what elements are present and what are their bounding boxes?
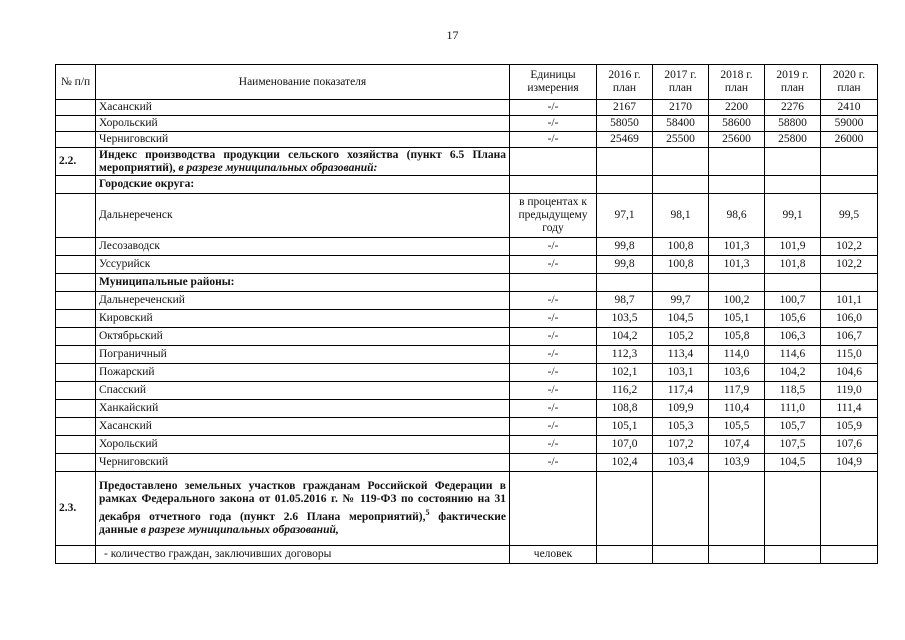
- value-cell: 25600: [709, 132, 765, 148]
- value-cell: 107,2: [653, 436, 709, 454]
- num-cell: [56, 238, 96, 256]
- indicators-table: [55, 64, 878, 564]
- value-cell: 102,4: [597, 454, 653, 472]
- header-year: 2019 г. план: [765, 65, 821, 100]
- table-row: [56, 194, 878, 238]
- table-header-row: [56, 65, 878, 100]
- num-cell: [56, 176, 96, 194]
- empty-cell: [653, 546, 709, 564]
- value-cell: 105,8: [709, 328, 765, 346]
- section-number: 2.3.: [56, 472, 96, 546]
- empty-cell: [709, 274, 765, 292]
- num-cell: [56, 132, 96, 148]
- header-num: № п/п: [56, 65, 96, 100]
- group-row: [56, 176, 878, 194]
- value-cell: 2170: [653, 100, 709, 116]
- value-cell: 117,4: [653, 382, 709, 400]
- table-row: [56, 346, 878, 364]
- table-row: [56, 100, 878, 116]
- unit-cell: -/-: [510, 292, 597, 310]
- header-year: 2020 г. план: [821, 65, 878, 100]
- name-cell: Пограничный: [96, 346, 510, 364]
- value-cell: 104,6: [821, 364, 878, 382]
- value-cell: 58400: [653, 116, 709, 132]
- num-cell: [56, 328, 96, 346]
- value-cell: 58800: [765, 116, 821, 132]
- num-cell: [56, 454, 96, 472]
- value-cell: 110,4: [709, 400, 765, 418]
- value-cell: 105,3: [653, 418, 709, 436]
- table-row: [56, 132, 878, 148]
- empty-cell: [597, 148, 653, 176]
- table-row: [56, 292, 878, 310]
- empty-cell: [709, 148, 765, 176]
- table-row: [56, 310, 878, 328]
- empty-cell: [765, 148, 821, 176]
- value-cell: 104,5: [653, 310, 709, 328]
- table-row: [56, 238, 878, 256]
- unit-cell: -/-: [510, 310, 597, 328]
- unit-cell: -/-: [510, 256, 597, 274]
- value-cell: 105,1: [709, 310, 765, 328]
- value-cell: 59000: [821, 116, 878, 132]
- unit-cell: -/-: [510, 346, 597, 364]
- section-title-bold: Индекс производства продукции сельского хозяйства (пункт 6.5 Плана мероприятий),: [99, 148, 506, 174]
- section-number: 2.2.: [56, 148, 96, 176]
- value-cell: 98,6: [709, 194, 765, 238]
- unit-cell: -/-: [510, 116, 597, 132]
- unit-cell: -/-: [510, 100, 597, 116]
- group-label: Муниципальные районы:: [96, 274, 510, 292]
- empty-cell: [765, 546, 821, 564]
- table-row: [56, 418, 878, 436]
- name-cell: Уссурийск: [96, 256, 510, 274]
- table-row: [56, 400, 878, 418]
- num-cell: [56, 400, 96, 418]
- empty-cell: [765, 274, 821, 292]
- name-cell: Ханкайский: [96, 400, 510, 418]
- unit-cell: в процентах к предыдущему году: [510, 194, 597, 238]
- section-title-italic: в разрезе муниципальных образований:: [178, 161, 378, 174]
- value-cell: 105,7: [765, 418, 821, 436]
- empty-cell: [510, 274, 597, 292]
- unit-cell: -/-: [510, 364, 597, 382]
- section-title: [96, 472, 510, 546]
- empty-cell: [510, 176, 597, 194]
- value-cell: 114,6: [765, 346, 821, 364]
- section-title-italic: в разрезе муниципальных образований,: [140, 523, 339, 536]
- empty-cell: [653, 472, 709, 546]
- unit-cell: -/-: [510, 238, 597, 256]
- table-row: [56, 454, 878, 472]
- num-cell: [56, 382, 96, 400]
- empty-cell: [510, 148, 597, 176]
- name-cell: Хорольский: [96, 436, 510, 454]
- value-cell: 2200: [709, 100, 765, 116]
- value-cell: 105,9: [821, 418, 878, 436]
- empty-cell: [597, 472, 653, 546]
- value-cell: 105,5: [709, 418, 765, 436]
- name-cell: Кировский: [96, 310, 510, 328]
- name-cell: Черниговский: [96, 132, 510, 148]
- num-cell: [56, 194, 96, 238]
- num-cell: [56, 116, 96, 132]
- table-row: [56, 436, 878, 454]
- empty-cell: [597, 176, 653, 194]
- name-cell: Лесозаводск: [96, 238, 510, 256]
- value-cell: 2167: [597, 100, 653, 116]
- name-cell: Спасский: [96, 382, 510, 400]
- empty-cell: [653, 148, 709, 176]
- value-cell: 25500: [653, 132, 709, 148]
- num-cell: [56, 274, 96, 292]
- value-cell: 109,9: [653, 400, 709, 418]
- value-cell: 101,1: [821, 292, 878, 310]
- value-cell: 106,3: [765, 328, 821, 346]
- name-cell: Хасанский: [96, 418, 510, 436]
- value-cell: 99,8: [597, 256, 653, 274]
- value-cell: 25800: [765, 132, 821, 148]
- unit-cell: -/-: [510, 132, 597, 148]
- empty-cell: [821, 472, 878, 546]
- table-row: [56, 546, 878, 564]
- group-row: [56, 274, 878, 292]
- section-row: [56, 472, 878, 546]
- value-cell: 102,2: [821, 256, 878, 274]
- table-row: [56, 256, 878, 274]
- empty-cell: [709, 176, 765, 194]
- name-cell: Дальнереченск: [96, 194, 510, 238]
- num-cell: [56, 418, 96, 436]
- value-cell: 98,1: [653, 194, 709, 238]
- value-cell: 105,1: [597, 418, 653, 436]
- num-cell: [56, 346, 96, 364]
- value-cell: 101,3: [709, 256, 765, 274]
- page-number: 17: [446, 28, 459, 42]
- empty-cell: [709, 472, 765, 546]
- value-cell: 107,4: [709, 436, 765, 454]
- empty-cell: [709, 546, 765, 564]
- unit-cell: -/-: [510, 436, 597, 454]
- num-cell: [56, 436, 96, 454]
- value-cell: 117,9: [709, 382, 765, 400]
- value-cell: 105,6: [765, 310, 821, 328]
- value-cell: 116,2: [597, 382, 653, 400]
- unit-cell: -/-: [510, 400, 597, 418]
- empty-cell: [597, 274, 653, 292]
- value-cell: 102,2: [821, 238, 878, 256]
- value-cell: 119,0: [821, 382, 878, 400]
- header-year: 2016 г. план: [597, 65, 653, 100]
- value-cell: 99,8: [597, 238, 653, 256]
- section-row: [56, 148, 878, 176]
- value-cell: 103,6: [709, 364, 765, 382]
- empty-cell: [821, 274, 878, 292]
- value-cell: 104,2: [765, 364, 821, 382]
- value-cell: 106,7: [821, 328, 878, 346]
- value-cell: 2410: [821, 100, 878, 116]
- name-cell: Черниговский: [96, 454, 510, 472]
- value-cell: 112,3: [597, 346, 653, 364]
- footnote-marker: 5: [425, 508, 430, 518]
- table-row: [56, 364, 878, 382]
- value-cell: 118,5: [765, 382, 821, 400]
- value-cell: 105,2: [653, 328, 709, 346]
- name-cell: Хасанский: [96, 100, 510, 116]
- value-cell: 103,4: [653, 454, 709, 472]
- value-cell: 97,1: [597, 194, 653, 238]
- value-cell: 2276: [765, 100, 821, 116]
- header-unit: Единицы измерения: [510, 65, 597, 100]
- empty-cell: [821, 148, 878, 176]
- section-title: [96, 148, 510, 176]
- value-cell: 25469: [597, 132, 653, 148]
- value-cell: 103,5: [597, 310, 653, 328]
- empty-cell: [765, 176, 821, 194]
- value-cell: 111,4: [821, 400, 878, 418]
- value-cell: 99,5: [821, 194, 878, 238]
- value-cell: 103,1: [653, 364, 709, 382]
- value-cell: 106,0: [821, 310, 878, 328]
- value-cell: 101,3: [709, 238, 765, 256]
- unit-cell: -/-: [510, 382, 597, 400]
- unit-cell: -/-: [510, 454, 597, 472]
- header-year: 2017 г. план: [653, 65, 709, 100]
- value-cell: 104,5: [765, 454, 821, 472]
- num-cell: [56, 546, 96, 564]
- num-cell: [56, 364, 96, 382]
- value-cell: 107,0: [597, 436, 653, 454]
- value-cell: 100,2: [709, 292, 765, 310]
- name-cell: Пожарский: [96, 364, 510, 382]
- value-cell: 101,9: [765, 238, 821, 256]
- value-cell: 99,7: [653, 292, 709, 310]
- table-row: [56, 328, 878, 346]
- value-cell: 100,8: [653, 256, 709, 274]
- section-title-bold: Предоставлено земельных участков гражданам Российской Федерации в рамках Федерального закона от 01.05.2016 г. № 119-ФЗ по состоянию на 31 декабря отчетного года (пункт 2.6 Плана мероприятий),: [99, 480, 506, 523]
- num-cell: [56, 292, 96, 310]
- name-cell: - количество граждан, заключивших договоры: [96, 546, 510, 564]
- empty-cell: [653, 274, 709, 292]
- value-cell: 104,2: [597, 328, 653, 346]
- value-cell: 107,5: [765, 436, 821, 454]
- value-cell: 26000: [821, 132, 878, 148]
- value-cell: 101,8: [765, 256, 821, 274]
- value-cell: 114,0: [709, 346, 765, 364]
- value-cell: 58600: [709, 116, 765, 132]
- value-cell: 111,0: [765, 400, 821, 418]
- empty-cell: [597, 546, 653, 564]
- value-cell: 108,8: [597, 400, 653, 418]
- value-cell: 104,9: [821, 454, 878, 472]
- empty-cell: [510, 472, 597, 546]
- group-label: Городские округа:: [96, 176, 510, 194]
- empty-cell: [821, 176, 878, 194]
- empty-cell: [821, 546, 878, 564]
- name-cell: Хорольский: [96, 116, 510, 132]
- num-cell: [56, 256, 96, 274]
- unit-cell: человек: [510, 546, 597, 564]
- value-cell: 113,4: [653, 346, 709, 364]
- value-cell: 100,8: [653, 238, 709, 256]
- value-cell: 58050: [597, 116, 653, 132]
- value-cell: 115,0: [821, 346, 878, 364]
- empty-cell: [653, 176, 709, 194]
- table-row: [56, 116, 878, 132]
- value-cell: 103,9: [709, 454, 765, 472]
- header-year: 2018 г. план: [709, 65, 765, 100]
- name-cell: Октябрьский: [96, 328, 510, 346]
- num-cell: [56, 100, 96, 116]
- header-name: Наименование показателя: [96, 65, 510, 100]
- value-cell: 102,1: [597, 364, 653, 382]
- section-title-bold-2: фактические данные: [99, 510, 506, 536]
- unit-cell: -/-: [510, 418, 597, 436]
- empty-cell: [765, 472, 821, 546]
- unit-cell: -/-: [510, 328, 597, 346]
- num-cell: [56, 310, 96, 328]
- value-cell: 99,1: [765, 194, 821, 238]
- value-cell: 100,7: [765, 292, 821, 310]
- value-cell: 107,6: [821, 436, 878, 454]
- value-cell: 98,7: [597, 292, 653, 310]
- table-row: [56, 382, 878, 400]
- name-cell: Дальнереченский: [96, 292, 510, 310]
